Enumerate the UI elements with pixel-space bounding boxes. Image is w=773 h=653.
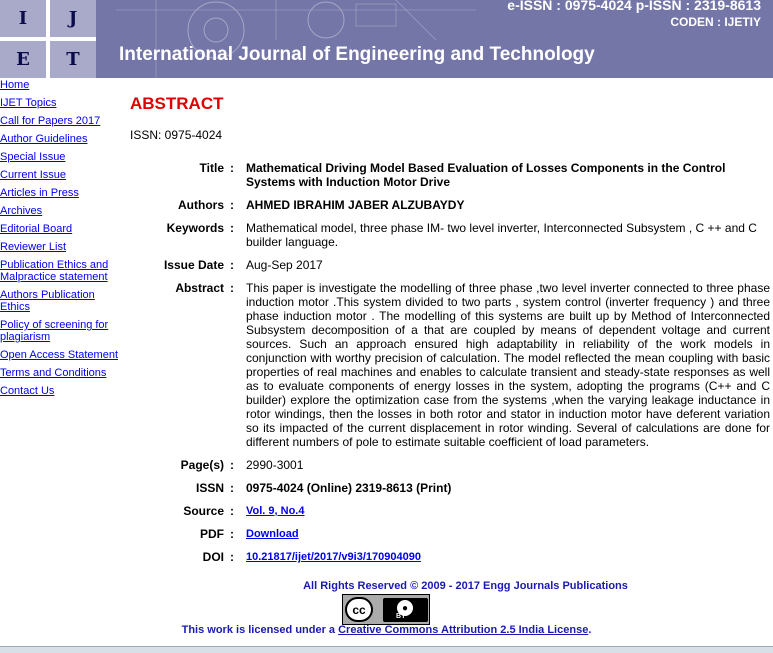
- cc-by-label: BY: [396, 613, 406, 620]
- sidebar-item-contact-us[interactable]: Contact Us: [0, 385, 55, 397]
- sidebar-item-author-guidelines[interactable]: Author Guidelines: [0, 133, 88, 145]
- issue-date-colon: :: [230, 258, 234, 272]
- pdf-download-link[interactable]: Download: [246, 528, 299, 540]
- doi-colon: :: [230, 550, 234, 564]
- sidebar-item-ijet-topics[interactable]: IJET Topics: [0, 97, 57, 109]
- doi-link[interactable]: 10.21817/ijet/2017/v9i3/170904090: [246, 551, 421, 563]
- abstract-label: Abstract: [175, 281, 224, 295]
- source-label: Source: [183, 504, 224, 518]
- header-issn: e-ISSN : 0975-4024 p-ISSN : 2319-8613: [507, 0, 761, 13]
- header-coden: CODEN : IJETIY: [670, 15, 761, 29]
- logo-letter-j: J: [50, 0, 96, 37]
- title-label: Title: [199, 161, 224, 175]
- sidebar-nav: [0, 79, 124, 403]
- doi-label: DOI: [202, 550, 224, 564]
- sidebar-item-terms[interactable]: Terms and Conditions: [0, 367, 107, 379]
- keywords-colon: :: [230, 221, 234, 235]
- pdf-colon: :: [230, 527, 234, 541]
- title-colon: :: [230, 161, 234, 175]
- sidebar-item-call-for-papers[interactable]: Call for Papers 2017: [0, 115, 101, 127]
- logo-letter-i: I: [0, 0, 46, 37]
- cc-icon: cc: [345, 597, 373, 622]
- cc-by-panel: [383, 598, 428, 622]
- sidebar-item-authors-publication-ethics[interactable]: Authors Publication Ethics: [0, 289, 95, 313]
- pages-label: Page(s): [180, 458, 224, 472]
- sidebar-item-special-issue[interactable]: Special Issue: [0, 151, 66, 163]
- page-title: ABSTRACT: [130, 94, 224, 113]
- sidebar-item-publication-ethics[interactable]: Publication Ethics and Malpractice statement: [0, 259, 109, 283]
- header-decoration-image: [96, 0, 496, 78]
- sidebar-item-current-issue[interactable]: Current Issue: [0, 169, 67, 181]
- copyright-notice: [0, 580, 773, 592]
- authors-colon: :: [230, 198, 234, 212]
- sidebar-item-articles-in-press[interactable]: Articles in Press: [0, 187, 79, 199]
- issn-line: ISSN: 0975-4024: [130, 128, 223, 142]
- window-bottom-edge: [0, 646, 773, 653]
- license-suffix: .: [588, 624, 592, 636]
- source-link[interactable]: Vol. 9, No.4: [246, 505, 305, 517]
- abstract-text: This paper is investigate the modelling of three phase ,two level inverter connected to three phase induction motor .This system divided to two parts , system control (inverter frequency ) and three phase induction motor . The modelling of this systems are built up by Method of Interconnected Subsystem decomposition of a that are coupled by means of dependent voltage and current sources. Such an approach ensured high adaptability in reliability of the work models in conjunction with worthy precision of calculation. The model reflected the mean coupling with basic properties of real machines and enables to calculate transient and steady-state responses as well as to evaluate components of energy losses in the system, adopting the programs (C++ and C builder) explore the optimization case from the systems ,when the varying leakage inductance in rotor windings, then the losses in both rotor and stator in induction motor have deferent variation so its impacted of the current displacement in rotor winding. Several of calculations are done for different numbers of pole to estimate suitable coefficient of load parameters.: [246, 281, 770, 449]
- license-notice: [0, 624, 773, 636]
- sidebar-item-editorial-board[interactable]: Editorial Board: [0, 223, 73, 235]
- sidebar-item-home[interactable]: Home: [0, 79, 30, 91]
- sidebar-item-reviewer-list[interactable]: Reviewer List: [0, 241, 67, 253]
- creative-commons-badge[interactable]: [342, 594, 430, 625]
- site-header: [0, 0, 773, 78]
- source-value: [246, 504, 770, 518]
- pages-colon: :: [230, 458, 234, 472]
- sidebar-item-plagiarism-policy[interactable]: Policy of screening for plagiarism: [0, 319, 109, 343]
- journal-title: International Journal of Engineering and Technology: [119, 44, 595, 65]
- keywords-value: Mathematical model, three phase IM- two level inverter, Interconnected Subsystem , C ++ and C builder language.: [246, 221, 757, 249]
- authors-value: AHMED IBRAHIM JABER ALZUBAYDY: [246, 198, 465, 212]
- issn-colon: :: [230, 481, 234, 495]
- logo-letter-t: T: [50, 41, 96, 78]
- doi-value: [246, 550, 770, 564]
- issn-label: ISSN: [195, 481, 224, 495]
- logo-letter-e: E: [0, 41, 46, 78]
- pdf-value: [246, 527, 770, 541]
- pages-value: 2990-3001: [246, 458, 304, 472]
- pdf-label: PDF: [200, 527, 224, 541]
- sidebar-item-archives[interactable]: Archives: [0, 205, 43, 217]
- attribution-person-icon: ●: [397, 600, 413, 616]
- license-link[interactable]: Creative Commons Attribution 2.5 India License: [338, 624, 589, 636]
- issue-date-value: Aug-Sep 2017: [246, 258, 323, 272]
- authors-label: Authors: [178, 198, 224, 212]
- journal-logo[interactable]: [0, 0, 96, 78]
- abstract-colon: :: [230, 281, 234, 295]
- issue-date-label: Issue Date: [163, 258, 224, 272]
- keywords-label: Keywords: [166, 221, 224, 235]
- source-colon: :: [230, 504, 234, 518]
- sidebar-item-open-access[interactable]: Open Access Statement: [0, 349, 119, 361]
- license-prefix: This work is licensed under a: [181, 624, 339, 636]
- title-value: Mathematical Driving Model Based Evaluation of Losses Components in the Control Systems with Induction Motor Drive: [246, 161, 726, 189]
- copyright-text: All Rights Reserved © 2009 - 2017 Engg Journals Publications: [303, 580, 628, 592]
- issn-value: 0975-4024 (Online) 2319-8613 (Print): [246, 481, 452, 495]
